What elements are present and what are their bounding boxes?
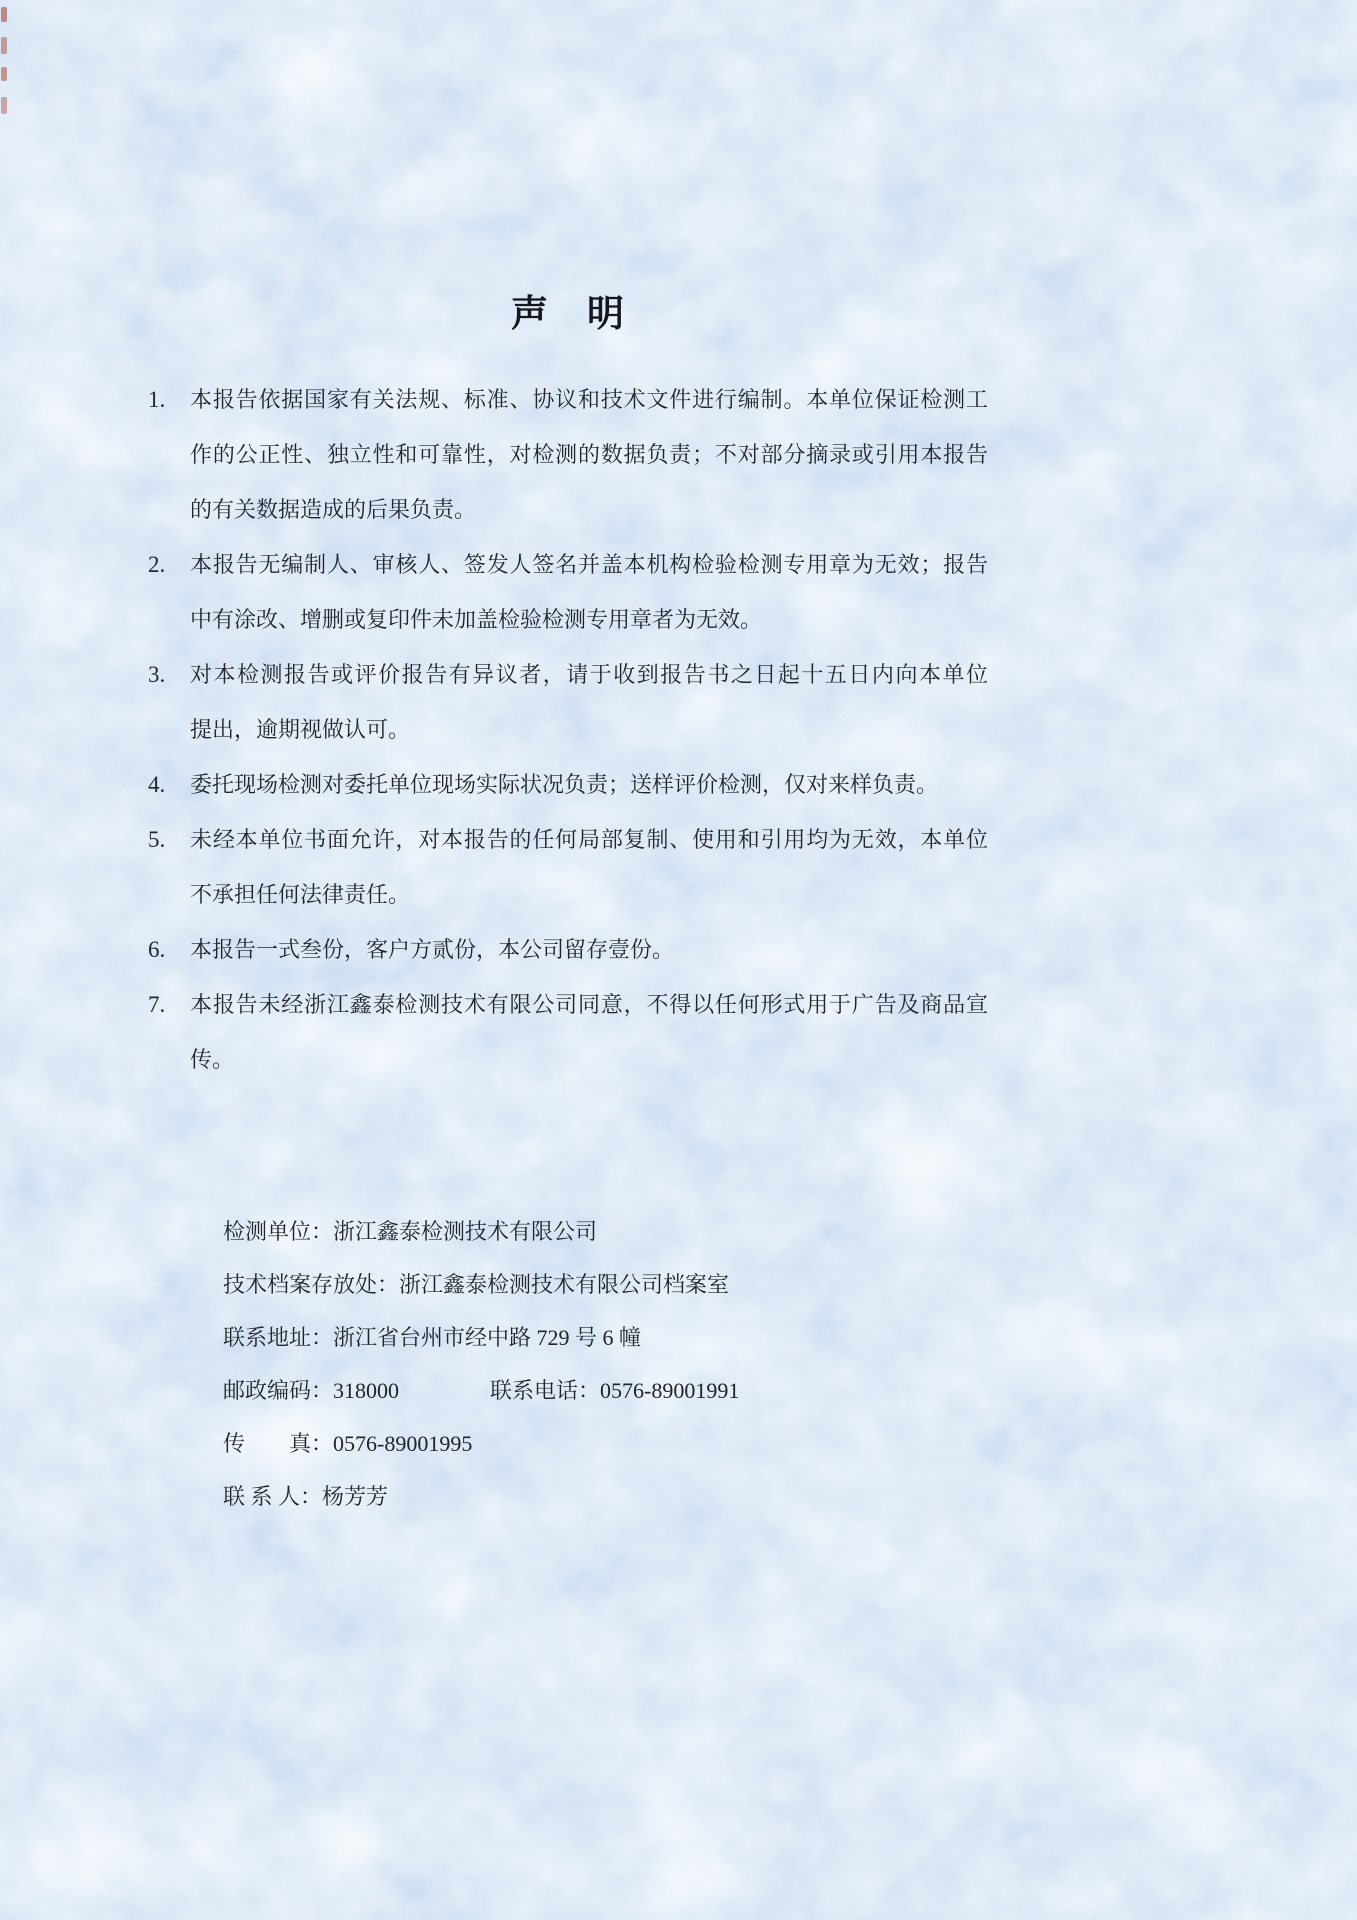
unit-value: 浙江鑫泰检测技术有限公司 <box>333 1219 598 1244</box>
statement-number: 5. <box>148 827 166 852</box>
statement-line: 对本检测报告或评价报告有异议者，请于收到报告书之日起十五日内向本单位 <box>190 662 988 687</box>
archive-value: 浙江鑫泰检测技术有限公司档案室 <box>399 1272 730 1297</box>
statement-text <box>190 647 988 757</box>
statement-number: 7. <box>148 992 166 1017</box>
statement-item <box>148 537 988 647</box>
statement-line: 未经本单位书面允许，对本报告的任何局部复制、使用和引用均为无效，本单位 <box>190 827 988 852</box>
statement-line: 作的公正性、独立性和可靠性，对检测的数据负责；不对部分摘录或引用本报告 <box>190 442 988 467</box>
statement-line: 本报告依据国家有关法规、标准、协议和技术文件进行编制。本单位保证检测工 <box>190 387 988 412</box>
statement-text <box>190 922 988 977</box>
statement-line: 中有涂改、增删或复印件未加盖检验检测专用章者为无效。 <box>190 607 763 632</box>
postcode-pair <box>223 1364 490 1417</box>
statement-item <box>148 977 988 1087</box>
scan-artifact <box>1 97 7 114</box>
phone-label: 联系电话： <box>490 1378 601 1403</box>
unit-label: 检测单位： <box>223 1219 334 1244</box>
address-value: 浙江省台州市经中路 729 号 6 幢 <box>333 1325 642 1350</box>
statement-number: 3. <box>148 662 166 687</box>
statement-number: 1. <box>148 387 166 412</box>
statement-line: 本报告一式叁份，客户方贰份，本公司留存壹份。 <box>190 937 675 962</box>
statement-number: 6. <box>148 937 166 962</box>
person-value: 杨芳芳 <box>322 1484 389 1509</box>
phone-pair <box>490 1364 739 1417</box>
statement-text <box>190 812 988 922</box>
statement-item <box>148 922 988 977</box>
statement-line: 的有关数据造成的后果负责。 <box>190 497 477 522</box>
address-label: 联系地址： <box>223 1325 334 1350</box>
statement-item <box>148 812 988 922</box>
phone-value: 0576-89001991 <box>600 1378 740 1403</box>
statement-line: 本报告无编制人、审核人、签发人签名并盖本机构检验检测专用章为无效；报告 <box>190 552 988 577</box>
statement-text <box>190 757 988 812</box>
person-label: 联 系 人： <box>223 1484 323 1509</box>
statement-number: 2. <box>148 552 166 577</box>
contact-line-archive <box>223 1258 1023 1311</box>
statement-text <box>190 537 988 647</box>
contact-line-postcode-phone <box>223 1364 1023 1417</box>
postcode-label: 邮政编码： <box>223 1378 334 1403</box>
postcode-value: 318000 <box>333 1378 400 1403</box>
statement-item <box>148 372 988 537</box>
contact-line-fax <box>223 1417 1023 1470</box>
archive-label: 技术档案存放处： <box>223 1272 400 1297</box>
statements-list <box>148 372 988 1087</box>
fax-value: 0576-89001995 <box>333 1431 473 1456</box>
scan-artifact <box>1 37 7 54</box>
statement-item <box>148 647 988 757</box>
scan-artifact <box>1 67 7 81</box>
statement-line: 提出，逾期视做认可。 <box>190 717 411 742</box>
statement-line: 本报告未经浙江鑫泰检测技术有限公司同意，不得以任何形式用于广告及商品宣 <box>190 992 988 1017</box>
contact-line-unit <box>223 1205 1023 1258</box>
page-title: 声 明 <box>511 293 625 334</box>
statement-line: 委托现场检测对委托单位现场实际状况负责；送样评价检测，仅对来样负责。 <box>190 772 939 797</box>
fax-label: 传 真： <box>223 1431 334 1456</box>
statement-item <box>148 757 988 812</box>
statement-line: 传。 <box>190 1047 235 1072</box>
contact-line-person <box>223 1470 1023 1523</box>
contact-block <box>223 1205 1023 1523</box>
contact-line-address <box>223 1311 1023 1364</box>
scan-artifact <box>1 7 7 22</box>
statement-number: 4. <box>148 772 166 797</box>
statement-line: 不承担任何法律责任。 <box>190 882 411 907</box>
statement-text <box>190 372 988 537</box>
statement-text <box>190 977 988 1087</box>
